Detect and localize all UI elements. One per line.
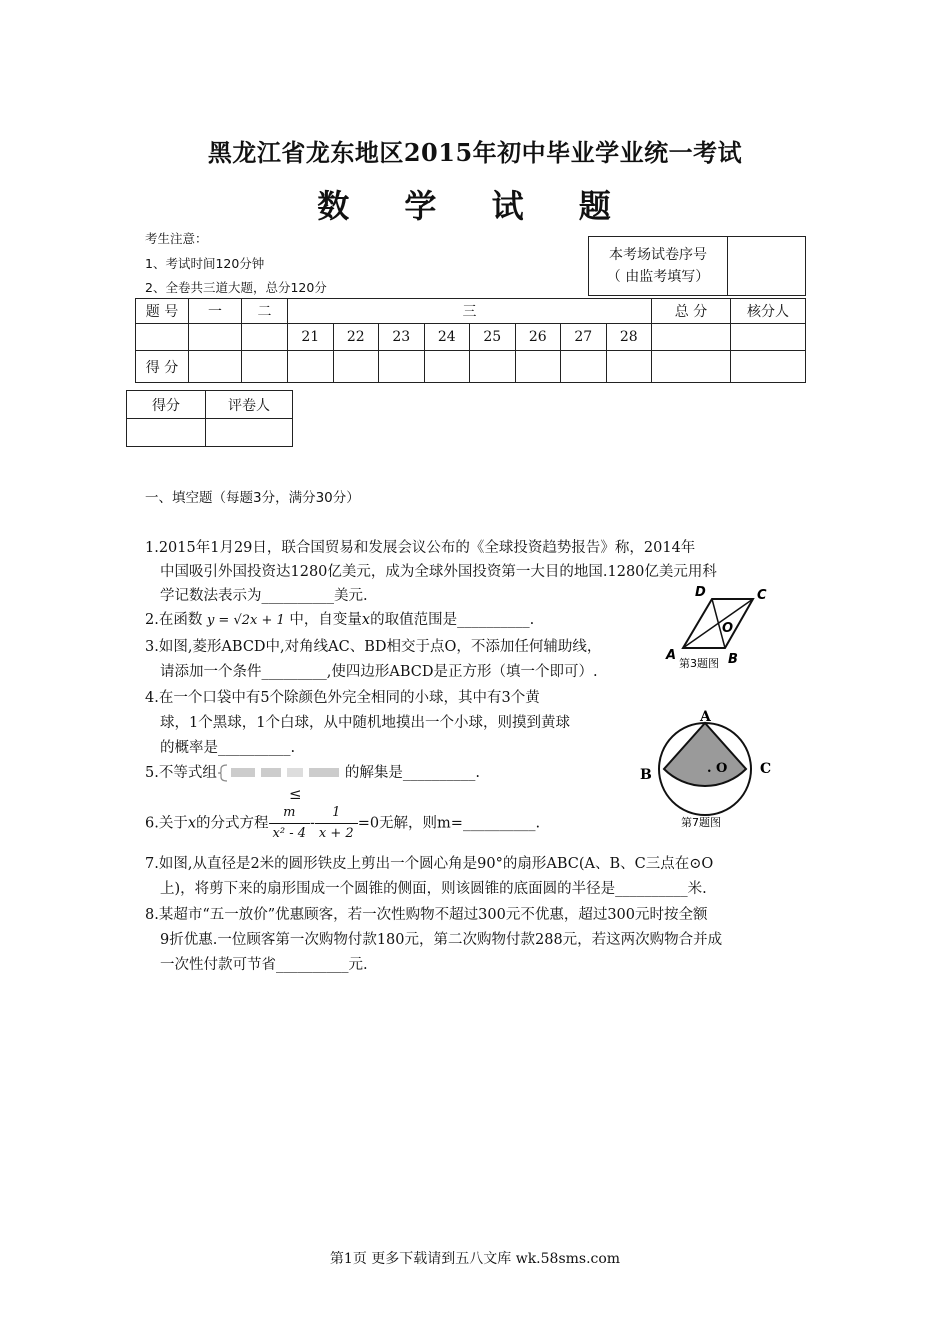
label-a: A bbox=[666, 648, 677, 663]
q7-caption: 第7题图 bbox=[681, 816, 721, 829]
score-cell[interactable] bbox=[470, 351, 516, 383]
label-b: B bbox=[640, 767, 652, 783]
label-b: B bbox=[728, 652, 738, 667]
grader-score-field[interactable] bbox=[127, 419, 206, 447]
col-part2: 二 bbox=[242, 299, 288, 324]
notice-item-2: 2、全卷共三道大题，总分120分 bbox=[145, 280, 327, 295]
q1-line3: 学记数法表示为__________美元. bbox=[160, 588, 368, 604]
col-part3: 三 bbox=[288, 299, 652, 324]
q3-line1: 3.如图,菱形ABCD中,对角线AC、BD相交于点O，不添加任何辅助线， bbox=[145, 639, 602, 655]
q7-sector-figure bbox=[630, 703, 780, 833]
sub-col-22: 22 bbox=[333, 324, 379, 351]
grader-name-field[interactable] bbox=[206, 419, 293, 447]
grader-table bbox=[126, 390, 293, 447]
sub-col-21: 21 bbox=[288, 324, 334, 351]
q6-fraction-2: $\frac{1}{x + 2}$ bbox=[315, 803, 358, 844]
q5-line: 5.不等式组 的解集是__________. bbox=[145, 765, 480, 781]
q1-line2: 中国吸引外国投资达1280亿美元，成为全球外国投资第一大目的地国.1280亿美元用科 bbox=[160, 564, 717, 580]
q3-line2: 请添加一个条件_________,使四边形ABCD是正方形（填一个即可）. bbox=[160, 664, 598, 680]
label-c: C bbox=[760, 761, 772, 777]
q7-line1: 7.如图,从直径是2米的圆形铁皮上剪出一个圆心角是90°的扇形ABC(A、B、C三点在⊙O bbox=[145, 856, 714, 872]
inequality-brace-icon bbox=[217, 764, 345, 782]
seat-number-field[interactable] bbox=[728, 237, 806, 296]
label-a: A bbox=[700, 709, 711, 725]
q8-line2: 9折优惠.一位顾客第一次购物付款180元，第二次购物付款288元，若这两次购物合并成 bbox=[160, 932, 723, 948]
label-tihao: 题 号 bbox=[136, 299, 189, 324]
score-cell[interactable] bbox=[515, 351, 561, 383]
score-cell[interactable] bbox=[379, 351, 425, 383]
score-cell[interactable] bbox=[189, 351, 242, 383]
score-cell[interactable] bbox=[561, 351, 607, 383]
label-d: D bbox=[695, 585, 706, 600]
grader-name-label: 评卷人 bbox=[206, 391, 293, 419]
col-checker: 核分人 bbox=[731, 299, 806, 324]
label-o: . O bbox=[707, 761, 728, 776]
q6-fraction-1: $\frac{m}{\text{x² - 4}}$ bbox=[269, 803, 310, 844]
exam-title: 黑龙江省龙东地区2015年初中毕业学业统一考试 bbox=[207, 138, 743, 167]
score-cell[interactable] bbox=[333, 351, 379, 383]
section-1-heading: 一、填空题（每题3分，满分30分） bbox=[145, 490, 360, 506]
sub-col-27: 27 bbox=[561, 324, 607, 351]
sub-col-25: 25 bbox=[470, 324, 516, 351]
q4-line1: 4.在一个口袋中有5个除颜色外完全相同的小球，其中有3个黄 bbox=[145, 690, 540, 706]
score-cell[interactable] bbox=[242, 351, 288, 383]
q8-line1: 8.某超市“五一放价”优惠顾客，若一次性购物不超过300元不优惠，超过300元时按全额 bbox=[145, 907, 708, 923]
label-o: O bbox=[722, 621, 734, 636]
sub-col-23: 23 bbox=[379, 324, 425, 351]
sub-col-24: 24 bbox=[424, 324, 470, 351]
score-cell[interactable] bbox=[606, 351, 652, 383]
grader-score-label: 得分 bbox=[127, 391, 206, 419]
score-cell[interactable] bbox=[424, 351, 470, 383]
q7-line2: 上)，将剪下来的扇形围成一个圆锥的侧面，则该圆锥的底面圆的半径是__________米. bbox=[160, 881, 707, 897]
col-part1: 一 bbox=[189, 299, 242, 324]
seat-number-box bbox=[588, 236, 806, 296]
q2-line: 2.在函数 y = √2x + 1 中，自变量x的取值范围是__________. bbox=[145, 612, 535, 628]
q2-formula: y = √2x + 1 bbox=[206, 613, 285, 628]
score-table bbox=[135, 298, 806, 383]
q3-rhombus-figure bbox=[660, 580, 775, 675]
seat-label: 本考场试卷序号 （ 由监考填写） bbox=[589, 237, 728, 296]
notice-item-1: 1、考试时间120分钟 bbox=[145, 256, 265, 271]
q3-caption: 第3题图 bbox=[679, 657, 719, 670]
inequality-system-box bbox=[217, 765, 345, 781]
sub-col-28: 28 bbox=[606, 324, 652, 351]
col-total: 总 分 bbox=[652, 299, 731, 324]
page-footer: 第1页 更多下载请到五八文库 wk.58sms.com bbox=[329, 1251, 621, 1267]
q4-line2: 球，1个黑球，1个白球，从中随机地摸出一个小球，则摸到黄球 bbox=[160, 715, 570, 731]
exam-subtitle: 数 学 试 题 bbox=[317, 187, 633, 225]
score-cell[interactable] bbox=[652, 351, 731, 383]
q5-leq-symbol: ≤ bbox=[289, 785, 302, 803]
score-cell[interactable] bbox=[288, 351, 334, 383]
label-c: C bbox=[757, 588, 767, 603]
q6-line: 6.关于x的分式方程 $\frac{m}{\text{x² - 4}}$ - $\frac{1}{x + 2}$ =0无解，则m=__________. bbox=[145, 803, 540, 844]
label-defen: 得 分 bbox=[136, 351, 189, 383]
q8-line3: 一次性付款可节省__________元. bbox=[160, 957, 368, 973]
sub-col-26: 26 bbox=[515, 324, 561, 351]
score-cell[interactable] bbox=[731, 351, 806, 383]
q1-line1: 1.2015年1月29日，联合国贸易和发展会议公布的《全球投资趋势报告》称，2014年 bbox=[145, 540, 696, 556]
q4-line3: 的概率是__________. bbox=[160, 740, 296, 756]
notice-heading: 考生注意： bbox=[145, 231, 208, 246]
